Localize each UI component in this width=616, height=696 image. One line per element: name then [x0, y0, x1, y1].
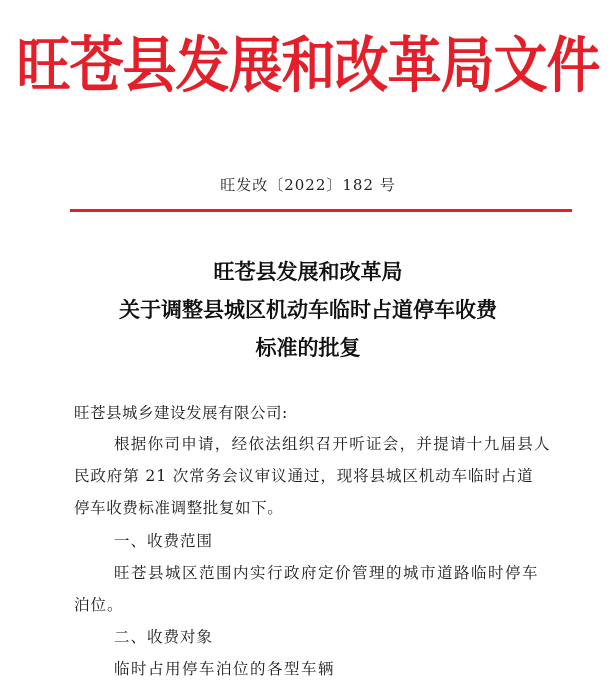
intro-paragraph-line-1: 根据你司申请，经依法组织召开听证会，并提请十九届县人: [114, 435, 551, 453]
section-heading-objects: 二、收费对象: [114, 628, 214, 646]
document-title-line-2: 关于调整县城区机动车临时占道停车收费: [119, 298, 497, 322]
red-divider-rule: [70, 209, 572, 212]
objects-paragraph-line-1: 临时占用停车泊位的各型车辆: [114, 660, 336, 678]
masthead-title: 旺苍县发展和改革局文件: [16, 29, 600, 101]
document-title-line-1: 旺苍县发展和改革局: [213, 260, 403, 284]
section-heading-scope: 一、收费范围: [114, 532, 214, 550]
document-number: 旺发改〔2022〕182 号: [220, 176, 396, 194]
document-title-line-3: 标准的批复: [255, 336, 361, 360]
scope-paragraph-line-1: 旺苍县城区范围内实行政府定价管理的城市道路临时停车: [114, 564, 540, 582]
scope-paragraph-line-2: 泊位。: [74, 596, 124, 614]
addressee: 旺苍县城乡建设发展有限公司:: [74, 404, 288, 422]
intro-paragraph-line-2: 民政府第 21 次常务会议审议通过，现将县城区机动车临时占道: [74, 467, 534, 485]
intro-paragraph-line-3: 停车收费标准调整批复如下。: [74, 499, 284, 517]
